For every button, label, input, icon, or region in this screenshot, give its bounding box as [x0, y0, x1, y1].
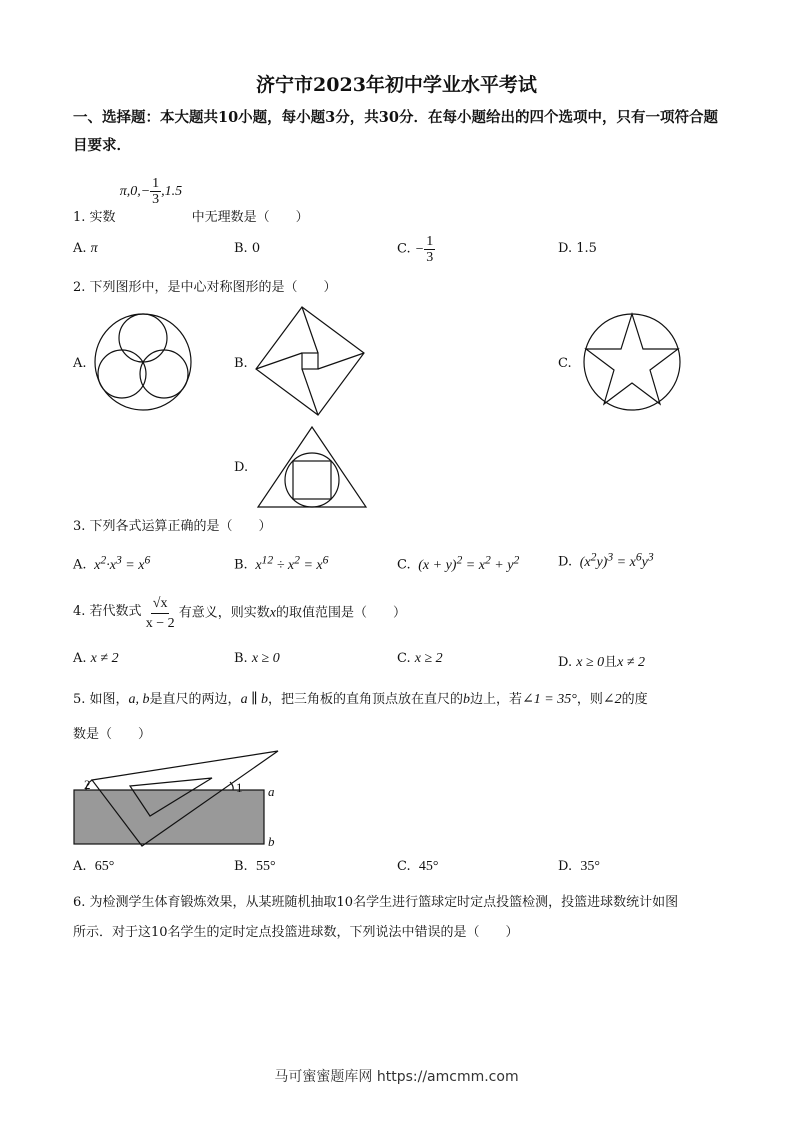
q1-option-c-fraction: $\frac{1}{3}$	[426, 234, 434, 265]
q3-option-c: C. $(x + y)^2 = x^2 + y^2$	[397, 553, 520, 573]
q2-figure-b	[254, 305, 366, 417]
ruler	[74, 790, 264, 844]
q5-option-a: A. 65°	[73, 859, 115, 874]
q1-option-b: B. 0	[234, 241, 261, 256]
q1-numbers: π,0,− $\frac{1}{3}$ ,1.5	[119, 176, 183, 207]
question-5-line-1: 5. 如图，a, b是直尺的两边，a ∥ b，把三角板的直角顶点放在直尺的b边上，若∠1 = 35°，则∠2的度	[73, 692, 648, 707]
q4-middle: 有意义，则实数	[178, 605, 270, 621]
question-6-line-1: 6. 为检测学生体育锻炼效果，从某班随机抽取10名学生进行篮球定时定点投篮检测，投篮进球数统计如图	[73, 895, 679, 910]
q2-figure-a	[93, 312, 193, 412]
q1-option-d: D. 1.5	[558, 241, 597, 256]
angle-1-label: 1	[236, 780, 243, 795]
q4-prefix: 4. 若代数式	[73, 603, 142, 619]
q1-option-a: A. π	[73, 241, 98, 256]
q3-option-d: D. $(x^2y)^3 = x^6y^3$	[558, 550, 654, 570]
q4-fraction: $\frac{√x}{x - 2}$	[145, 596, 175, 631]
q1-fraction: $\frac{1}{3}$	[152, 176, 160, 207]
q2-figure-d	[256, 425, 368, 509]
q1-prefix: 1. 实数	[73, 209, 116, 225]
q4-var: x	[269, 605, 276, 621]
q1-option-c: C. − $\frac{1}{3}$	[397, 234, 434, 265]
q5-option-b: B. 55°	[234, 859, 276, 874]
line-a-label: a	[268, 784, 275, 799]
footer-watermark: 马可蜜蜜题库网 https://amcmm.com	[274, 1069, 519, 1085]
angle-2-label: 2	[84, 777, 91, 792]
page-title: 济宁市2023年初中学业水平考试	[256, 74, 537, 96]
q3-option-c-expr: $(x + y)^2 = x^2 + y^2$	[414, 553, 520, 573]
q2-figure-c	[582, 312, 682, 412]
q2-label-b: B.	[234, 356, 248, 371]
q3-option-b-expr: $x^{12} \div x^2 = x^6$	[251, 553, 329, 573]
q3-option-d-expr: $(x^2y)^3 = x^6y^3$	[576, 550, 654, 570]
q2-label-c: C.	[558, 356, 572, 371]
q4-option-a: A. x ≠ 2	[73, 651, 119, 666]
q3-option-b: B. $x^{12} \div x^2 = x^6$	[234, 553, 329, 573]
question-5-line-2: 数是（ ）	[73, 727, 152, 742]
q2-label-d: D.	[234, 460, 249, 475]
question-1	[73, 176, 309, 225]
q5-option-c: C. 45°	[397, 859, 439, 874]
q1-suffix: 中无理数是（ ）	[191, 209, 309, 225]
q3-option-a: A. $x^2\cdot x^3 = x^6$	[73, 553, 151, 573]
q3-option-a-expr: $x^2\cdot x^3 = x^6$	[90, 553, 151, 573]
q4-suffix: 的取值范围是（ ）	[275, 605, 406, 621]
question-4	[73, 594, 406, 633]
q5-figure	[70, 748, 285, 848]
section-heading: 一、选择题：本大题共10小题，每小题3分，共30分．在每小题给出的四个选项中，只有一项符合题目要求．	[73, 109, 718, 154]
question-3: 3. 下列各式运算正确的是（ ）	[73, 519, 272, 534]
line-b-label: b	[268, 834, 275, 849]
question-2: 2. 下列图形中，是中心对称图形的是（ ）	[73, 280, 337, 295]
question-6-line-2: 所示．对于这10名学生的定时定点投篮进球数，下列说法中错误的是（ ）	[73, 925, 519, 940]
q4-option-c: C. x ≥ 2	[397, 651, 443, 666]
q4-option-b: B. x ≥ 0	[234, 651, 280, 666]
q2-label-a: A.	[73, 356, 87, 371]
q4-option-d: D. x ≥ 0且x ≠ 2	[558, 655, 646, 670]
q5-option-d: D. 35°	[558, 859, 600, 874]
